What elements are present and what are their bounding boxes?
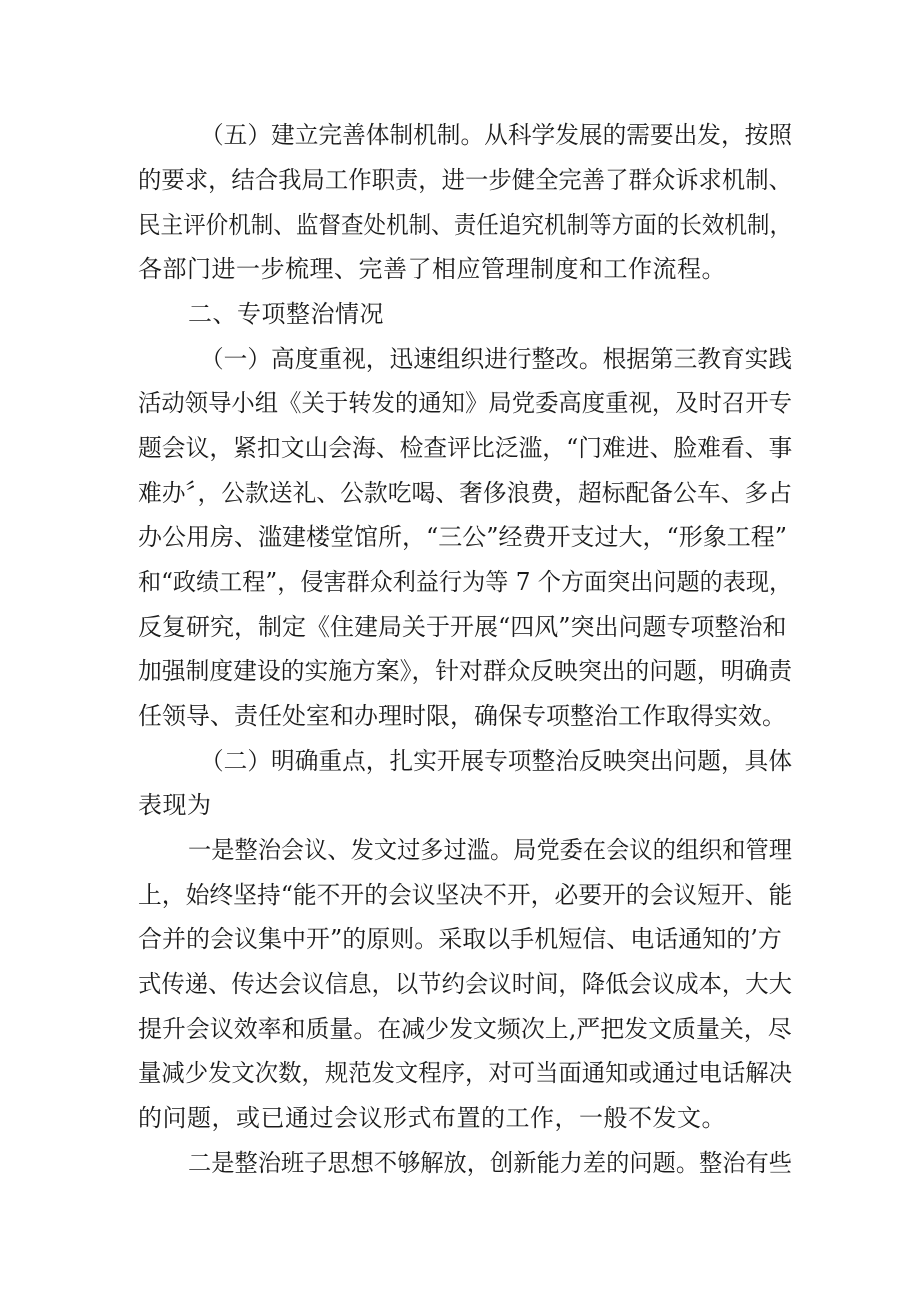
text-line: 民主评价机制、监督查处机制、责任追究机制等方面的长效机制，: [138, 211, 793, 239]
text-line: 上，始终坚持“能不开的会议坚决不开，必要开的会议短开、能: [138, 881, 793, 909]
text-line: 表现为: [138, 791, 212, 819]
text-line: （五）建立完善体制机制。从科学发展的需要出发，按照: [200, 121, 793, 149]
text-line: 反复研究，制定《住建局关于开展“四风”突出问题专项整治和: [138, 613, 787, 641]
text-line: （一）高度重视，迅速组织进行整改。根据第三教育实践: [200, 345, 793, 373]
text-line: 二是整治班子思想不够解放，创新能力差的问题。整治有些: [188, 1149, 792, 1177]
text-line: 题会议，紧扣文山会海、检查评比泛滥，“门难进、脸难看、事: [138, 434, 793, 462]
text-line: 难办〞，公款送礼、公款吃喝、奢侈浪费，超标配备公车、多占: [138, 479, 792, 507]
text-line: 提升会议效率和质量。在减少发文频次上,严把发文质量关，尽: [138, 1015, 792, 1043]
text-line: 的问题，或已通过会议形式布置的工作，一般不发文。: [138, 1104, 726, 1132]
text-line: 合并的会议集中开”的原则。采取以手机短信、电话通知的’方: [138, 925, 782, 953]
text-line: （二）明确重点，扎实开展专项整治反映突出问题，具体: [200, 747, 793, 775]
text-line: 各部门进一步梳理、完善了相应管理制度和工作流程。: [138, 255, 726, 283]
text-line: 量减少发文次数，规范发文程序，对可当面通知或通过电话解决: [138, 1059, 792, 1087]
text-line: 式传递、传达会议信息，以节约会议时间，降低会议成本，大大: [138, 970, 792, 998]
text-line: 的要求，结合我局工作职责，进一步健全完善了群众诉求机制、: [138, 166, 792, 194]
section-heading: 二、专项整治情况: [188, 300, 384, 328]
text-line: 办公用房、滥建楼堂馆所，“三公”经费开支过大，“形象工程”: [138, 523, 788, 551]
text-line: 活动领导小组《关于转发的通知》局党委高度重视，及时召开专: [138, 389, 792, 417]
text-line: 加强制度建设的实施方案》，针对群众反映突出的问题，明确责: [138, 657, 792, 685]
text-line: 任领导、责任处室和办理时限，确保专项整治工作取得实效。: [138, 702, 786, 730]
text-line: 和“政绩工程”，侵害群众利益行为等 7 个方面突出问题的表现，: [138, 568, 793, 596]
text-line: 一是整治会议、发文过多过滥。局党委在会议的组织和管理: [188, 836, 792, 864]
